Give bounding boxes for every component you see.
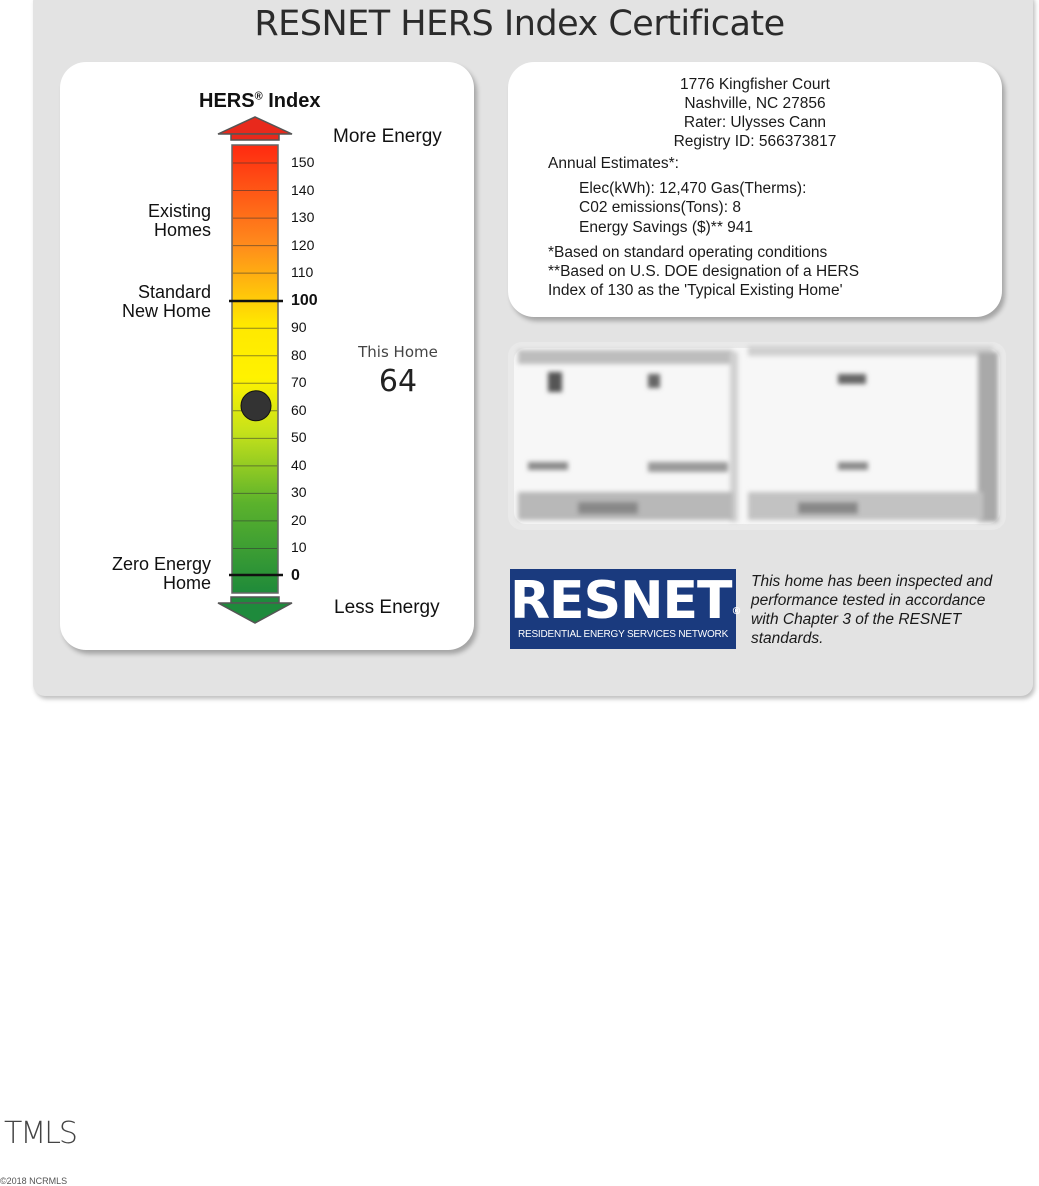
scale-tick-label: 120 bbox=[291, 236, 315, 253]
hers-scale-graphic bbox=[0, 0, 480, 640]
scale-tick-label: 60 bbox=[291, 401, 307, 418]
footnote-1: *Based on standard operating conditions bbox=[548, 244, 828, 261]
address-line1: 1776 Kingfisher Court bbox=[680, 76, 830, 93]
arrow-up-stem bbox=[231, 134, 279, 140]
co2-estimate: C02 emissions(Tons): 8 bbox=[579, 199, 741, 216]
copyright-notice: ©2018 NCRMLS bbox=[0, 1176, 68, 1186]
scale-tick-label: 130 bbox=[291, 209, 315, 226]
scale-tick-label: 20 bbox=[291, 511, 307, 528]
zero-energy-home-label: Zero Energy Home bbox=[111, 554, 211, 593]
less-energy-label: Less Energy bbox=[334, 597, 440, 618]
more-energy-arrow-icon bbox=[218, 117, 292, 134]
address-line2: Nashville, NC 27856 bbox=[684, 95, 826, 112]
footnote-3: Index of 130 as the 'Typical Existing Home' bbox=[548, 282, 843, 299]
footnote-2: **Based on U.S. DOE designation of a HERS bbox=[548, 263, 860, 280]
scale-tick-label: 50 bbox=[291, 429, 307, 446]
scale-tick-label: 110 bbox=[291, 264, 314, 281]
energy-savings-estimate: Energy Savings ($)** 941 bbox=[579, 219, 754, 236]
hers-index-title: HERS® Index bbox=[199, 90, 321, 112]
less-energy-arrow-icon bbox=[218, 603, 292, 623]
rater-name: Rater: Ulysses Cann bbox=[683, 114, 827, 131]
arrow-down-stem bbox=[231, 597, 279, 603]
scale-tick-label: 150 bbox=[291, 154, 315, 170]
more-energy-label: More Energy bbox=[333, 126, 442, 147]
scale-tick-label: 100 bbox=[291, 291, 318, 309]
house-photo bbox=[508, 342, 1006, 530]
this-home-marker bbox=[241, 391, 271, 421]
scale-tick-label: 30 bbox=[291, 484, 307, 501]
this-home-label: This Home bbox=[358, 343, 438, 361]
scale-tick-label: 40 bbox=[291, 456, 307, 473]
scale-tick-label: 0 bbox=[291, 567, 300, 584]
this-home-value: 64 bbox=[378, 364, 418, 399]
scale-tick-label: 90 bbox=[291, 319, 307, 336]
elec-gas-estimate: Elec(kWh): 12,470 Gas(Therms): bbox=[579, 180, 807, 197]
registry-id: Registry ID: 566373817 bbox=[673, 133, 837, 150]
scale-tick-label: 80 bbox=[291, 346, 307, 363]
scale-tick-label: 140 bbox=[291, 181, 315, 198]
hers-color-bar bbox=[232, 145, 278, 593]
tmls-watermark: TMLS bbox=[4, 1116, 76, 1151]
inspection-statement: This home has been inspected and performance tested in accordance with Chapter 3 of the RESNET standards. bbox=[751, 573, 993, 647]
resnet-logo: RESNET® RESIDENTIAL ENERGY SERVICES NETWORK bbox=[510, 569, 736, 649]
certificate-title: RESNET HERS Index Certificate bbox=[254, 4, 785, 44]
annual-estimates-heading: Annual Estimates*: bbox=[548, 155, 679, 172]
scale-tick-label: 70 bbox=[291, 374, 307, 391]
standard-new-home-label: Standard New Home bbox=[121, 282, 211, 321]
existing-homes-label: Existing Homes bbox=[147, 201, 211, 240]
scale-tick-label: 10 bbox=[291, 539, 307, 556]
